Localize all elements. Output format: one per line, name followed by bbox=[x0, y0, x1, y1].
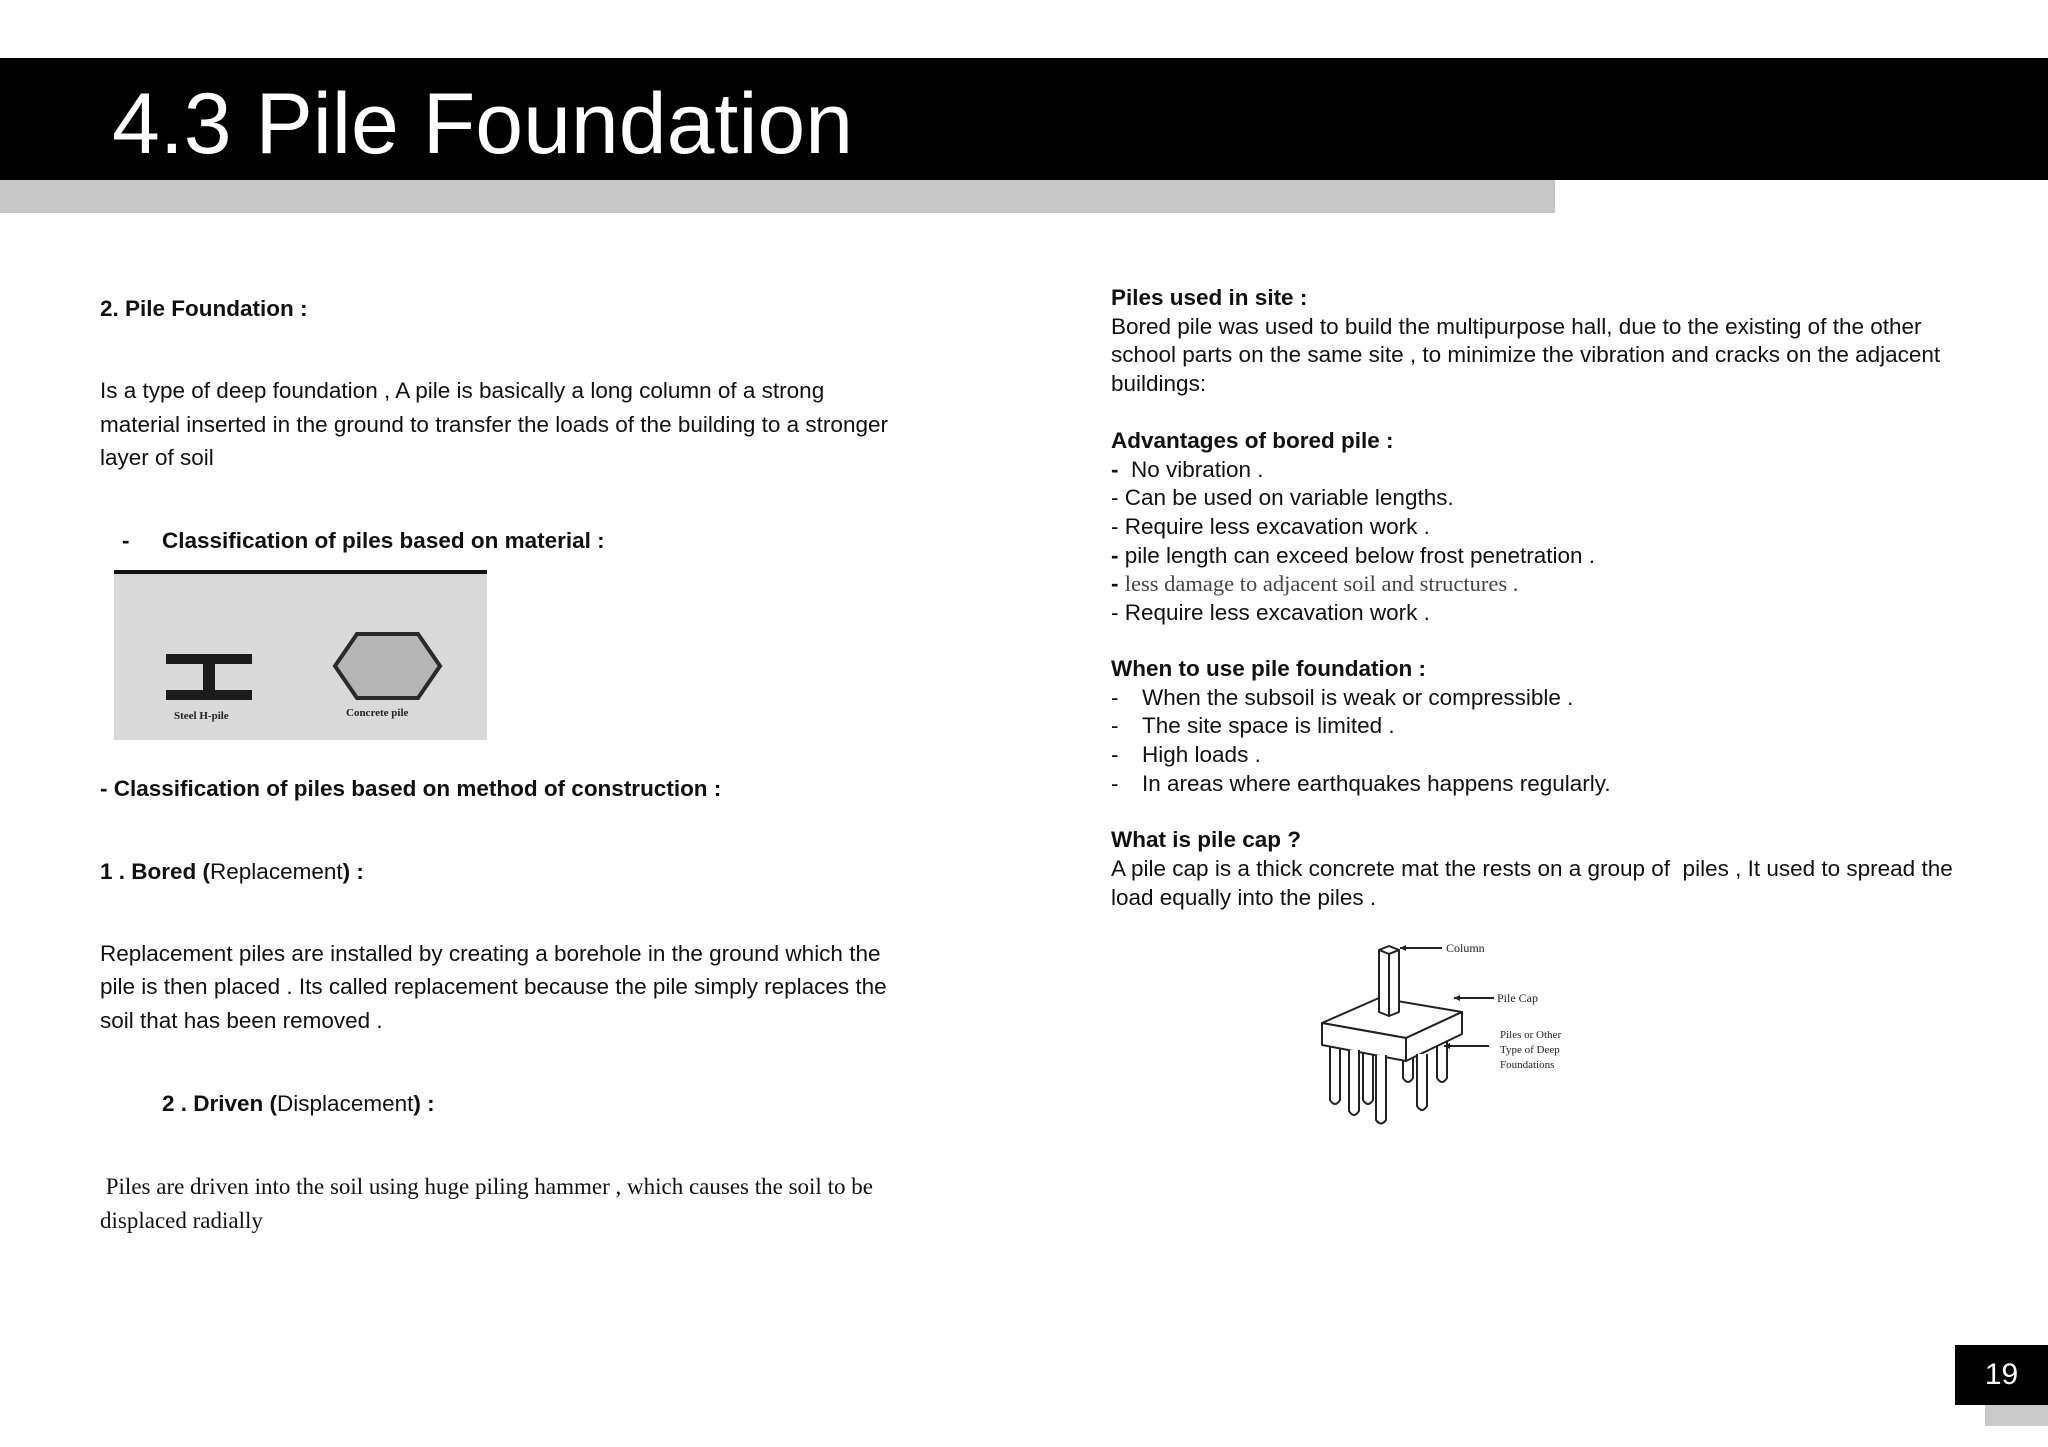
page-number-shadow bbox=[1985, 1405, 2048, 1426]
bored-number: 1 . Bored ( bbox=[100, 859, 211, 884]
when-dash: - bbox=[1111, 685, 1119, 710]
column-label: Column bbox=[1446, 941, 1485, 955]
bored-word: Replacement bbox=[210, 859, 343, 884]
when-dash: - bbox=[1111, 771, 1119, 796]
when-item: When the subsoil is weak or compressible . bbox=[1142, 685, 1574, 710]
when-item: The site space is limited . bbox=[1142, 713, 1395, 738]
site-line-1: Bored pile was used to build the multipurpose hall, due to the existing of the other bbox=[1111, 314, 1922, 339]
intro-line-2: material inserted in the ground to transfer the loads of the building to a stronger bbox=[100, 412, 888, 437]
pile-foundation-heading: 2. Pile Foundation : bbox=[100, 296, 308, 321]
title-underline-band bbox=[0, 180, 1555, 213]
advantage-text: - Require less excavation work . bbox=[1111, 514, 1430, 539]
driven-line-1: Piles are driven into the soil using huge piling hammer , which causes the soil to be bbox=[100, 1174, 873, 1199]
advantage-item bbox=[1111, 513, 1430, 542]
advantage-item bbox=[1111, 599, 1430, 628]
advantage-text: less damage to adjacent soil and structures . bbox=[1124, 571, 1519, 596]
pile-material-illustration bbox=[114, 574, 487, 740]
bored-line-1: Replacement piles are installed by creating a borehole in the ground which the bbox=[100, 941, 881, 966]
advantage-text: - Can be used on variable lengths. bbox=[1111, 485, 1454, 510]
advantage-text: - Require less excavation work . bbox=[1111, 600, 1430, 625]
site-heading: Piles used in site : bbox=[1111, 285, 1308, 310]
advantage-text: pile length can exceed below frost penetration . bbox=[1124, 543, 1596, 568]
construction-classification-heading: - Classification of piles based on method of construction : bbox=[100, 776, 722, 801]
intro-line-1: Is a type of deep foundation , A pile is basically a long column of a strong bbox=[100, 378, 825, 403]
page-title: 4.3 Pile Foundation bbox=[112, 76, 854, 172]
advantage-item bbox=[1111, 542, 1595, 571]
when-dash: - bbox=[1111, 713, 1119, 738]
pile-cap-figure bbox=[1314, 928, 1584, 1126]
piles-label-line-2: Type of Deep bbox=[1500, 1044, 1560, 1056]
driven-word: Displacement bbox=[277, 1091, 414, 1116]
advantage-dash: - bbox=[1111, 571, 1125, 596]
site-line-2: school parts on the same site , to minimize the vibration and cracks on the adjacent bbox=[1111, 342, 1941, 367]
advantage-item bbox=[1111, 456, 1264, 485]
when-dash: - bbox=[1111, 742, 1119, 767]
bored-line-2: pile is then placed . Its called replacement because the pile simply replaces the bbox=[100, 974, 887, 999]
concrete-pile-shape bbox=[335, 634, 440, 698]
advantage-text: No vibration . bbox=[1124, 457, 1264, 482]
advantage-dash: - bbox=[1111, 543, 1125, 568]
advantage-item bbox=[1111, 484, 1454, 513]
pile-cap-line-2: load equally into the piles . bbox=[1111, 885, 1377, 910]
advantage-dash: - bbox=[1111, 457, 1125, 482]
pile-cap-diagram bbox=[1314, 928, 1584, 1126]
bored-end: ) : bbox=[342, 859, 364, 884]
material-classification-heading: Classification of piles based on material : bbox=[162, 528, 605, 553]
pile-cap-heading: What is pile cap ? bbox=[1111, 827, 1302, 852]
driven-number: 2 . Driven ( bbox=[162, 1091, 278, 1116]
when-item: High loads . bbox=[1142, 742, 1261, 767]
pile-cap-label: Pile Cap bbox=[1497, 991, 1538, 1005]
site-line-3: buildings: bbox=[1111, 371, 1207, 396]
page-number: 19 bbox=[1984, 1358, 2019, 1391]
concrete-pile-label: Concrete pile bbox=[346, 707, 409, 719]
material-bullet: - bbox=[122, 528, 130, 553]
advantage-item bbox=[1111, 570, 1518, 599]
intro-line-3: layer of soil bbox=[100, 445, 214, 470]
bored-subheading bbox=[100, 855, 364, 888]
advantages-heading: Advantages of bored pile : bbox=[1111, 428, 1394, 453]
driven-line-2: displaced radially bbox=[100, 1208, 263, 1233]
when-to-use-heading: When to use pile foundation : bbox=[1111, 656, 1426, 681]
pile-material-figure bbox=[114, 570, 487, 740]
when-item: In areas where earthquakes happens regularly. bbox=[1142, 771, 1611, 796]
pile-cap-line-1: A pile cap is a thick concrete mat the rests on a group of piles , It used to spread the bbox=[1111, 856, 1953, 881]
bored-line-3: soil that has been removed . bbox=[100, 1008, 383, 1033]
piles-label-line-1: Piles or Other bbox=[1500, 1029, 1562, 1041]
driven-subheading bbox=[162, 1087, 435, 1120]
steel-h-pile-label: Steel H-pile bbox=[174, 710, 229, 722]
driven-end: ) : bbox=[413, 1091, 435, 1116]
piles-label-line-3: Foundations bbox=[1500, 1059, 1555, 1071]
